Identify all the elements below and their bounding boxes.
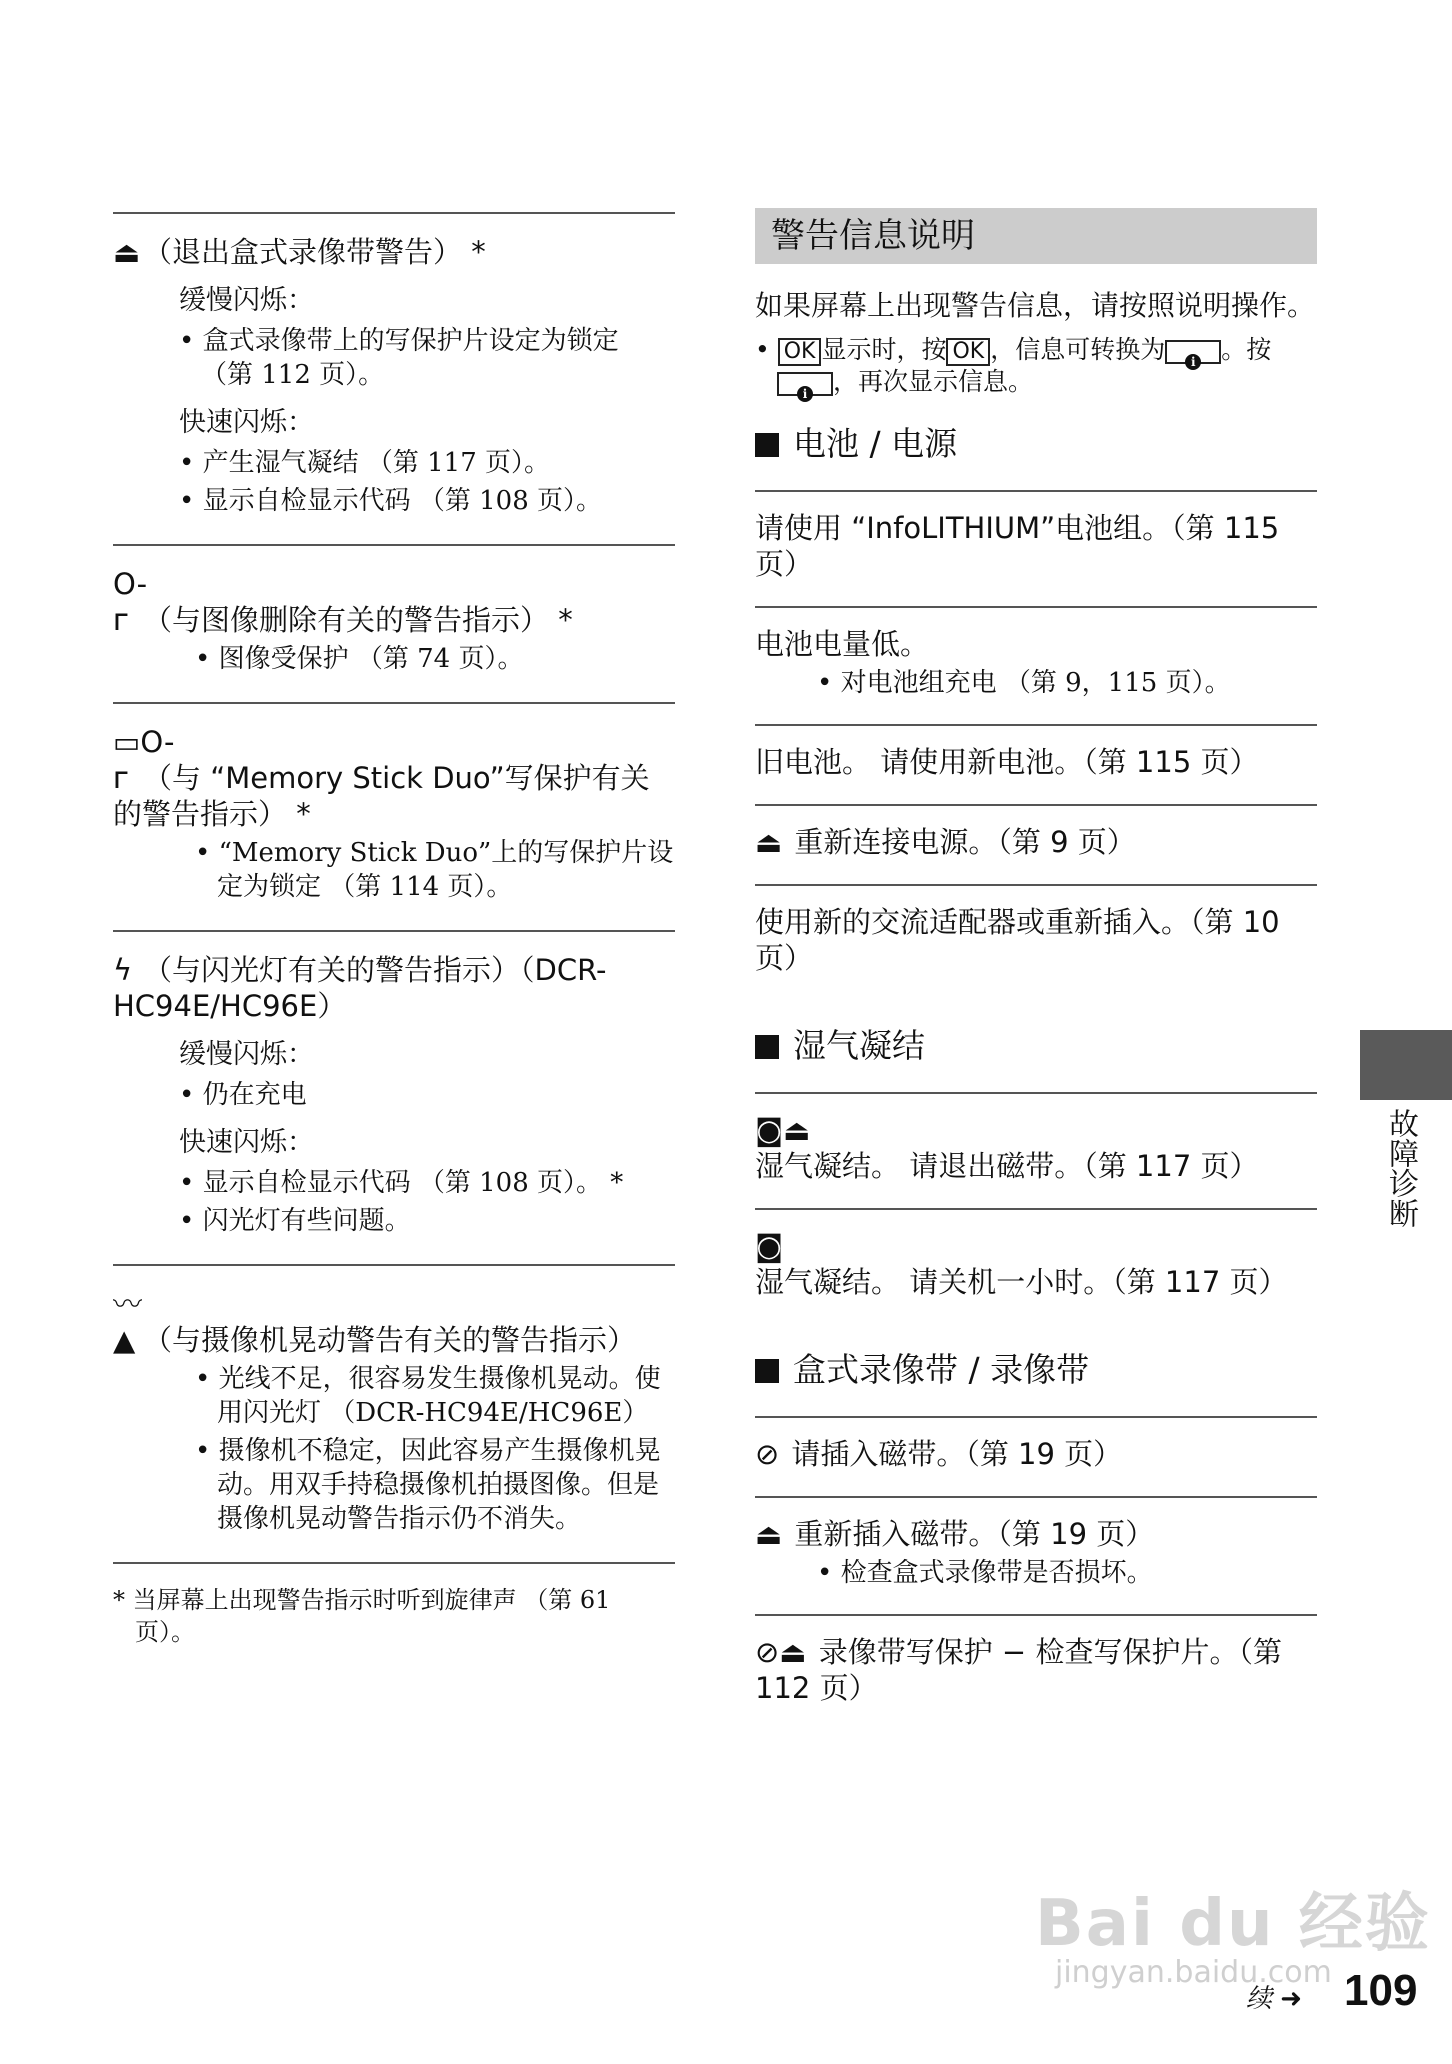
ok-button-icon: OK <box>946 338 990 366</box>
message-label: 重新连接电源。（第 9 页） <box>794 825 1136 859</box>
square-bullet-icon <box>755 433 779 457</box>
category-heading <box>755 424 1317 464</box>
message-entry <box>755 1416 1317 1496</box>
warning-section <box>113 930 675 1264</box>
message-text <box>755 1436 1317 1472</box>
message-label: 电池电量低。 <box>755 627 930 661</box>
watermark-url: jingyan.baidu.com <box>1055 1955 1332 1990</box>
warning-title: （与闪光灯有关的警告指示）（DCR-HC94E/HC96E） <box>113 953 607 1023</box>
list-item: • 摄像机不稳定，因此容易产生摄像机晃动。用双手持稳摄像机拍摄图像。但是摄像机晃动警告指示仍不消失。 <box>195 1436 661 1534</box>
warning-section <box>113 1264 675 1562</box>
blink-label: 缓慢闪烁： <box>179 1039 314 1070</box>
info-button-icon: i <box>1165 340 1221 364</box>
message-entry <box>755 804 1317 884</box>
warning-heading <box>113 1286 675 1358</box>
blink-label: 缓慢闪烁： <box>179 285 314 316</box>
warning-title: （与摄像机晃动警告有关的警告指示） <box>143 1323 637 1357</box>
note-text-2: ，信息可转换为 <box>990 335 1166 364</box>
list-item: • 显示自检显示代码 （第 108 页）。 <box>179 486 603 516</box>
message-label: 请使用 “InfoLITHIUM”电池组。（第 115 页） <box>755 511 1280 581</box>
message-entry <box>755 490 1317 606</box>
category-heading <box>755 1350 1317 1390</box>
note-text-1: 显示时，按 <box>821 335 947 364</box>
warning-indicator-icon: ⏏ <box>113 235 141 269</box>
message-label: 录像带写保护 − 检查写保护片。（第 112 页） <box>755 1635 1282 1705</box>
note-text-3: 。按 <box>1221 335 1272 364</box>
right-column <box>755 208 1317 1730</box>
message-text <box>755 1112 1317 1184</box>
blink-label: 快速闪烁： <box>179 407 314 438</box>
message-label: 使用新的交流适配器或重新插入。（第 10 页） <box>755 905 1280 975</box>
left-column <box>113 212 675 1648</box>
categories <box>755 424 1317 1730</box>
message-icon: ◙⏏ <box>755 1113 811 1147</box>
watermark-logo: Bai du 经验 <box>1035 1887 1431 1961</box>
warning-indicator-icon: ▭O-ᴦ <box>113 725 175 795</box>
message-icon: ⊘ <box>755 1437 780 1471</box>
warning-section <box>113 212 675 544</box>
warning-heading <box>113 952 675 1024</box>
list-item: • 盒式录像带上的写保护片设定为锁定 （第 112 页）。 <box>179 326 619 390</box>
warning-heading <box>113 724 675 832</box>
side-tab-label: 故障诊断 <box>1383 1108 1418 1228</box>
message-icon: ⊘⏏ <box>755 1635 807 1669</box>
message-entry <box>755 1208 1317 1324</box>
message-entry <box>755 1092 1317 1208</box>
blink-label: 快速闪烁： <box>179 1127 314 1158</box>
message-entry <box>755 606 1317 724</box>
footnote: * 当屏幕上出现警告指示时听到旋律声 （第 61 页）。 <box>113 1562 675 1648</box>
warning-title: （退出盒式录像带警告） * <box>143 235 486 269</box>
list-item: • 闪光灯有些问题。 <box>179 1206 411 1236</box>
message-entry <box>755 884 1317 1000</box>
message-entry <box>755 1614 1317 1730</box>
list-item: • 显示自检显示代码 （第 108 页）。 * <box>179 1168 624 1198</box>
note-text-4: ，再次显示信息。 <box>833 367 1034 396</box>
list-item: • “Memory Stick Duo”上的写保护片设定为锁定 （第 114 页）。 <box>195 838 674 902</box>
message-text <box>755 626 1317 662</box>
square-bullet-icon <box>755 1359 779 1383</box>
message-entry <box>755 1496 1317 1614</box>
square-bullet-icon <box>755 1035 779 1059</box>
message-text <box>755 1228 1317 1300</box>
category-heading <box>755 1026 1317 1066</box>
message-icon: ◙ <box>755 1229 784 1263</box>
message-text <box>755 824 1317 860</box>
list-item: • 仍在充电 <box>179 1080 307 1110</box>
display-note: • OK 显示时，按 OK ，信息可转换为 i 。按i ，再次显示信息。 <box>755 335 1272 401</box>
warning-indicator-icon: ϟ <box>113 953 133 987</box>
list-item: • 产生湿气凝结 （第 117 页）。 <box>179 448 551 478</box>
message-entry <box>755 724 1317 804</box>
message-bullet: • 对电池组充电 （第 9，115 页）。 <box>817 668 1231 698</box>
message-icon: ⏏ <box>755 1517 783 1551</box>
warning-heading <box>113 234 675 270</box>
list-item: • 图像受保护 （第 74 页）。 <box>195 644 524 674</box>
warning-indicator-icon: O-ᴦ <box>113 567 148 637</box>
message-label: 湿气凝结。 请关机一小时。（第 117 页） <box>755 1265 1288 1299</box>
warning-title: （与 “Memory Stick Duo”写保护有关的警告指示） * <box>113 761 650 831</box>
warning-section <box>113 702 675 930</box>
message-text <box>755 904 1317 976</box>
message-text <box>755 1516 1317 1552</box>
message-text <box>755 510 1317 582</box>
page-number: 109 <box>1344 1966 1418 2015</box>
message-bullet: • 检查盒式录像带是否损坏。 <box>817 1558 1153 1588</box>
warning-section <box>113 544 675 702</box>
warning-heading <box>113 566 675 638</box>
warning-title: （与图像删除有关的警告指示） * <box>143 603 573 637</box>
section-title: 警告信息说明 <box>755 208 1317 264</box>
message-label: 请插入磁带。（第 19 页） <box>791 1437 1123 1471</box>
message-label: 重新插入磁带。（第 19 页） <box>794 1517 1155 1551</box>
message-text <box>755 1634 1317 1706</box>
list-item: • 光线不足，很容易发生摄像机晃动。使用闪光灯 （DCR-HC94E/HC96E） <box>195 1364 661 1428</box>
category-name: 电池 / 电源 <box>793 424 958 463</box>
message-text <box>755 744 1317 780</box>
message-label: 旧电池。 请使用新电池。（第 115 页） <box>755 745 1259 779</box>
intro-text: 如果屏幕上出现警告信息，请按照说明操作。 <box>755 289 1316 322</box>
message-icon: ⏏ <box>755 825 783 859</box>
category-name: 湿气凝结 <box>793 1026 925 1065</box>
side-tab-marker <box>1360 1030 1452 1100</box>
category-name: 盒式录像带 / 录像带 <box>793 1350 1090 1389</box>
info-button-icon: i <box>777 372 833 396</box>
ok-button-icon: OK <box>778 338 822 366</box>
message-label: 湿气凝结。 请退出磁带。（第 117 页） <box>755 1149 1259 1183</box>
continue-label: 续 ➜ <box>1246 1984 1303 2014</box>
warning-indicator-icon: 〰▲ <box>113 1287 143 1357</box>
